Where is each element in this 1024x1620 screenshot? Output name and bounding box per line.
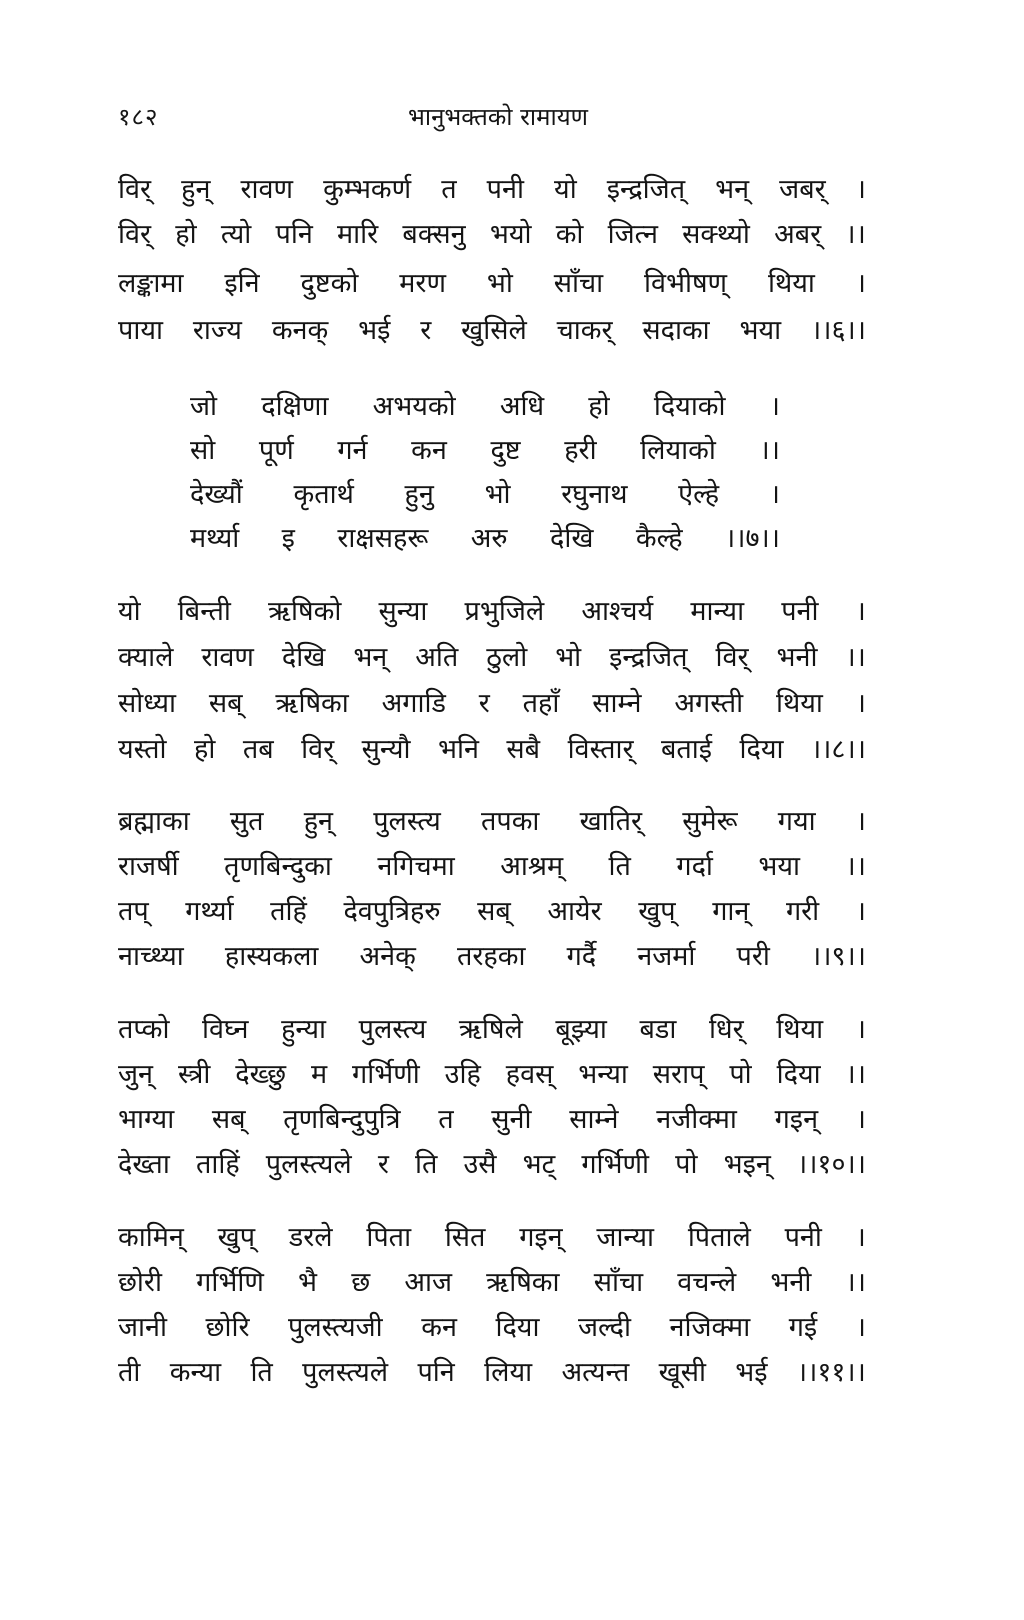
verse-word: । [855, 1222, 866, 1253]
verse-word: छ [351, 1267, 371, 1298]
verse-word: पिता [366, 1222, 412, 1253]
verse-word: कैल्हे [635, 523, 683, 554]
verse-word: देखि [281, 642, 326, 673]
verse-word: विभीषण् [643, 268, 728, 299]
verse-word: । [855, 1014, 866, 1045]
verse-word: सक्थ्यो [682, 219, 750, 250]
verse-word: देख्छु [235, 1059, 287, 1090]
verse-word: सबै [506, 734, 541, 765]
verse-word: ।। [845, 851, 866, 882]
verse-word: ताहिं [195, 1149, 240, 1180]
verse-word: र [478, 688, 490, 719]
verse-word: इन्द्रजित् [609, 642, 688, 673]
verse-word: पनी [486, 174, 524, 205]
verse-word: को [555, 219, 584, 250]
verse-word: पुलस्त्यले [302, 1357, 389, 1388]
verse-word: इन्द्रजित् [606, 174, 686, 205]
verse-word: अधि [499, 391, 545, 422]
verse-word: स्त्री [177, 1059, 211, 1090]
verse-word: वचन्ले [677, 1267, 737, 1298]
verse-word: मारि [337, 219, 379, 250]
verse-word: गर्दा [676, 851, 713, 882]
verse-word: उसै [463, 1149, 497, 1180]
verse-word: भन् [353, 642, 388, 673]
verse-line [118, 168, 866, 212]
verse-word: बडा [639, 1014, 677, 1045]
verse-word: अत्यन्त [561, 1357, 630, 1388]
verse-word: तृणबिन्दुपुत्रि [283, 1104, 401, 1135]
verse-word: खुसिले [461, 315, 527, 346]
verse-word: तरहका [456, 941, 526, 972]
verse-word: पुलस्त्यले [265, 1149, 352, 1180]
verse-word: पो [729, 1059, 752, 1090]
verse-line [190, 385, 780, 429]
verse-word: क्याले [118, 642, 174, 673]
verse-line [118, 213, 866, 257]
verse-word: यस्तो [118, 734, 167, 765]
verse-word: विस्तार् [567, 734, 634, 765]
verse-word: सब् [477, 896, 511, 927]
verse-word: डरले [288, 1222, 333, 1253]
verse-word: सब् [211, 1104, 246, 1135]
verse-word: भया [739, 315, 782, 346]
verse-word: ति [250, 1357, 273, 1388]
verse-word: कुम्भकर्ण [323, 174, 412, 205]
verse-word: । [855, 1312, 866, 1343]
verse-word: नगिचमा [377, 851, 455, 882]
verse-word: अगाडि [381, 688, 446, 719]
verse-word: विर् [118, 219, 152, 250]
verse-word: छोरि [205, 1312, 250, 1343]
verse-word: भन् [715, 174, 750, 205]
verse-word: सब् [208, 688, 243, 719]
verse-word: र [377, 1149, 389, 1180]
verse-word: दुष्टको [300, 268, 359, 299]
verse-word: थिया [776, 1014, 824, 1045]
verse-word: तप्को [118, 1014, 170, 1045]
verse-word: थिया [775, 688, 823, 719]
verse-word: इनि [224, 268, 260, 299]
verse-word: भनी [770, 1267, 812, 1298]
verse-word: गइन् [519, 1222, 563, 1253]
verse-line [118, 1143, 866, 1187]
verse-word: जित्न [607, 219, 658, 250]
verse-word: गर्थ्या [185, 896, 234, 927]
verse-word: कन [411, 435, 447, 466]
verse-word: गइन् [774, 1104, 819, 1135]
verse-word: परी [736, 941, 770, 972]
verse-word: लियाको [640, 435, 716, 466]
verse-word: साम्ने [592, 688, 642, 719]
verse-word: पिताले [687, 1222, 751, 1253]
verse-word: कन्या [169, 1357, 222, 1388]
verse-line [118, 1216, 866, 1260]
verse-word: गया [777, 806, 816, 837]
verse-word: दक्षिणा [261, 391, 329, 422]
verse-word: । [855, 1104, 866, 1135]
verse-word: नजिक्मा [669, 1312, 751, 1343]
verse-word: गर्भिणी [352, 1059, 420, 1090]
verse-word: पो [675, 1149, 698, 1180]
verse-word: तपका [480, 806, 540, 837]
verse-word: साम्ने [569, 1104, 619, 1135]
verse-word: । [769, 479, 780, 510]
verse-word: चाकर् [556, 315, 613, 346]
verse-line [118, 1053, 866, 1097]
verse-line [118, 800, 866, 844]
verse-word: भनि [437, 734, 479, 765]
verse-word: ।।७।। [725, 523, 780, 554]
verse-word: हवस् [505, 1059, 554, 1090]
verse-word: । [855, 806, 866, 837]
verse-word: जल्दी [577, 1312, 631, 1343]
verse-word: साँचा [593, 1267, 644, 1298]
verse-word: भट् [522, 1149, 556, 1180]
verse-word: भन्या [578, 1059, 628, 1090]
verse-word: जबर् [779, 174, 826, 205]
verse-word: हो [175, 219, 197, 250]
verse-word: सुनी [491, 1104, 532, 1135]
verse-word: पनि [275, 219, 313, 250]
verse-word: गर्भिणि [196, 1267, 264, 1298]
verse-word: पाया [118, 315, 163, 346]
verse-word: आज [404, 1267, 452, 1298]
verse-word: गरी [785, 896, 820, 927]
verse-word: र [420, 315, 432, 346]
verse-word: हरी [564, 435, 597, 466]
verse-word: गई [788, 1312, 818, 1343]
verse-word: खुप् [638, 896, 676, 927]
verse-word: । [855, 174, 866, 205]
verse-word: दुष्ट [490, 435, 521, 466]
verse-word: । [855, 896, 866, 927]
page-header [118, 100, 878, 140]
verse-line [118, 728, 866, 772]
verse-line [118, 590, 866, 634]
verse-word: विर् [301, 734, 335, 765]
verse-word: विर् [715, 642, 749, 673]
verse-word: रावण [201, 642, 254, 673]
verse-word: पुलस्त्य [373, 806, 441, 837]
verse-word: सुन्यौ [361, 734, 411, 765]
verse-word: ।।९।। [811, 941, 866, 972]
verse-word: जुन् [118, 1059, 154, 1090]
verse-word: दियाको [653, 391, 726, 422]
verse-line [190, 473, 780, 517]
verse-word: कृतार्थ [293, 479, 354, 510]
verse-word: नजीक्मा [656, 1104, 737, 1135]
verse-word: भाग्या [118, 1104, 175, 1135]
verse-word: धिर् [708, 1014, 744, 1045]
verse-word: आश्रम् [500, 851, 564, 882]
verse-word: ति [414, 1149, 438, 1180]
verse-word: ।। [845, 642, 866, 673]
verse-word: प्रभुजिले [464, 596, 545, 627]
verse-word: ।।६।। [811, 315, 866, 346]
verse-word: थिया [767, 268, 815, 299]
verse-word: खूसी [658, 1357, 706, 1388]
verse-word: भई [358, 315, 391, 346]
verse-word: सराप् [652, 1059, 705, 1090]
verse-word: साँचा [553, 268, 604, 299]
verse-word: खातिर् [579, 806, 643, 837]
verse-word: ।।८।। [810, 734, 866, 765]
verse-word: पुलस्त्य [358, 1014, 427, 1045]
verse-line [190, 517, 780, 561]
verse-line [190, 429, 780, 473]
verse-word: आयेर [547, 896, 602, 927]
verse-line [118, 890, 866, 934]
verse-word: खुप् [217, 1222, 256, 1253]
verse-word: हो [588, 391, 610, 422]
verse-word: अभयको [372, 391, 456, 422]
verse-word: तहाँ [522, 688, 560, 719]
verse-word: हुनु [404, 479, 434, 510]
verse-line [118, 1098, 866, 1142]
verse-word: पनी [781, 596, 819, 627]
verse-word: हुन्या [281, 1014, 327, 1045]
verse-word: तप् [118, 896, 149, 927]
verse-word: विघ्न [202, 1014, 249, 1045]
verse-word: भई [735, 1357, 768, 1388]
verse-word: त [438, 1104, 454, 1135]
verse-word: गर्भिणी [581, 1149, 650, 1180]
verse-word: सित [444, 1222, 486, 1253]
verse-word: कनक् [271, 315, 329, 346]
running-title: भानुभक्तको रामायण [408, 103, 588, 131]
verse-word: सदाका [642, 315, 710, 346]
verse-word: त्यो [220, 219, 252, 250]
verse-word: त [441, 174, 457, 205]
verse-word: सोध्या [118, 688, 177, 719]
verse-word: रघुनाथ [561, 479, 628, 510]
verse-line [118, 1351, 866, 1395]
verse-word: बताई [660, 734, 713, 765]
verse-line [118, 682, 866, 726]
verse-word: दिया [776, 1059, 821, 1090]
verse-word: भै [298, 1267, 318, 1298]
verse-word: ।।११।। [796, 1357, 866, 1388]
verse-word: । [769, 391, 780, 422]
verse-word: ।। [845, 219, 866, 250]
verse-word: जानी [118, 1312, 168, 1343]
verse-word: यो [118, 596, 141, 627]
verse-line [118, 1306, 866, 1350]
verse-word: ऋषिले [458, 1014, 523, 1045]
verse-word: लङ्कामा [118, 268, 184, 299]
verse-word: आश्चर्य [581, 596, 654, 627]
verse-word: अरु [470, 523, 508, 554]
verse-word: गर्न [337, 435, 368, 466]
verse-word: नाच्थ्या [118, 941, 184, 972]
verse-word: । [855, 596, 866, 627]
verse-word: ती [118, 1357, 141, 1388]
verse-word: राज्य [192, 315, 242, 346]
verse-word: तब [242, 734, 274, 765]
verse-word: जो [190, 391, 218, 422]
verse-word: राक्षसहरू [337, 523, 429, 554]
verse-word: गर्दै [566, 941, 597, 972]
verse-word: गान् [712, 896, 750, 927]
verse-word: मर्थ्या [190, 523, 240, 554]
verse-word: यो [554, 174, 577, 205]
verse-line [118, 262, 866, 306]
verse-word: हास्यकला [224, 941, 319, 972]
verse-word: बक्सनु [402, 219, 466, 250]
verse-word: पनी [784, 1222, 822, 1253]
verse-line [118, 1008, 866, 1052]
verse-word: पुलस्त्यजी [288, 1312, 383, 1343]
verse-word: इ [281, 523, 295, 554]
verse-word: सुमेरू [682, 806, 738, 837]
verse-word: ऋषिका [486, 1267, 560, 1298]
verse-word: ।। [845, 1059, 866, 1090]
verse-word: हुन् [181, 174, 211, 205]
verse-word: सो [190, 435, 216, 466]
verse-word: सुत [229, 806, 264, 837]
verse-word: भइन् [723, 1149, 771, 1180]
verse-word: बिन्ती [177, 596, 231, 627]
verse-word: ति [608, 851, 631, 882]
verse-line [118, 636, 866, 680]
verse-word: दिया [739, 734, 784, 765]
verse-word: ।।१०।। [796, 1149, 866, 1180]
verse-word: अनेक् [359, 941, 416, 972]
verse-word: ।। [759, 435, 780, 466]
verse-word: भयो [489, 219, 532, 250]
verse-word: पनि [417, 1357, 455, 1388]
verse-word: बूझ्या [555, 1014, 607, 1045]
verse-word: दिया [495, 1312, 540, 1343]
verse-line [118, 1261, 866, 1305]
verse-word: ऋषिको [268, 596, 342, 627]
verse-word: ब्रह्माका [118, 806, 190, 837]
verse-word: अति [415, 642, 459, 673]
verse-word: देवपुत्रिहरु [343, 896, 441, 927]
verse-word: लिया [484, 1357, 533, 1388]
verse-word: । [855, 688, 866, 719]
verse-word: विर् [118, 174, 152, 205]
verse-word: अबर् [774, 219, 822, 250]
verse-word: ।। [845, 1267, 866, 1298]
verse-word: छोरी [118, 1267, 162, 1298]
verse-word: तृणबिन्दुका [224, 851, 332, 882]
page-number: १८२ [118, 103, 159, 131]
verse-line [118, 309, 866, 353]
verse-word: उहि [444, 1059, 481, 1090]
verse-word: अगस्ती [674, 688, 744, 719]
verse-word: रावण [240, 174, 294, 205]
verse-word: जान्या [596, 1222, 655, 1253]
verse-word: मान्या [690, 596, 745, 627]
verse-word: ऐल्हे [678, 479, 720, 510]
verse-word: कामिन् [118, 1222, 184, 1253]
verse-word: भो [484, 479, 511, 510]
verse-word: नजर्मा [637, 941, 696, 972]
verse-word: भनी [776, 642, 818, 673]
verse-word: मरण [399, 268, 446, 299]
verse-word: हो [194, 734, 216, 765]
verse-word: कन [421, 1312, 457, 1343]
verse-word: तहिं [270, 896, 307, 927]
verse-word: भो [555, 642, 582, 673]
verse-word: पूर्ण [258, 435, 294, 466]
verse-word: देख्यौं [190, 479, 243, 510]
verse-word: हुन् [303, 806, 334, 837]
verse-word: ऋषिका [275, 688, 349, 719]
verse-word: म [310, 1059, 328, 1090]
verse-word: देखि [550, 523, 594, 554]
verse-word: । [855, 268, 866, 299]
verse-word: राजर्षी [118, 851, 179, 882]
verse-word: ठुलो [486, 642, 528, 673]
verse-word: भया [758, 851, 801, 882]
verse-word: देख्ता [118, 1149, 170, 1180]
verse-word: भो [486, 268, 513, 299]
verse-line [118, 845, 866, 889]
verse-line [118, 935, 866, 979]
verse-word: सुन्या [378, 596, 428, 627]
